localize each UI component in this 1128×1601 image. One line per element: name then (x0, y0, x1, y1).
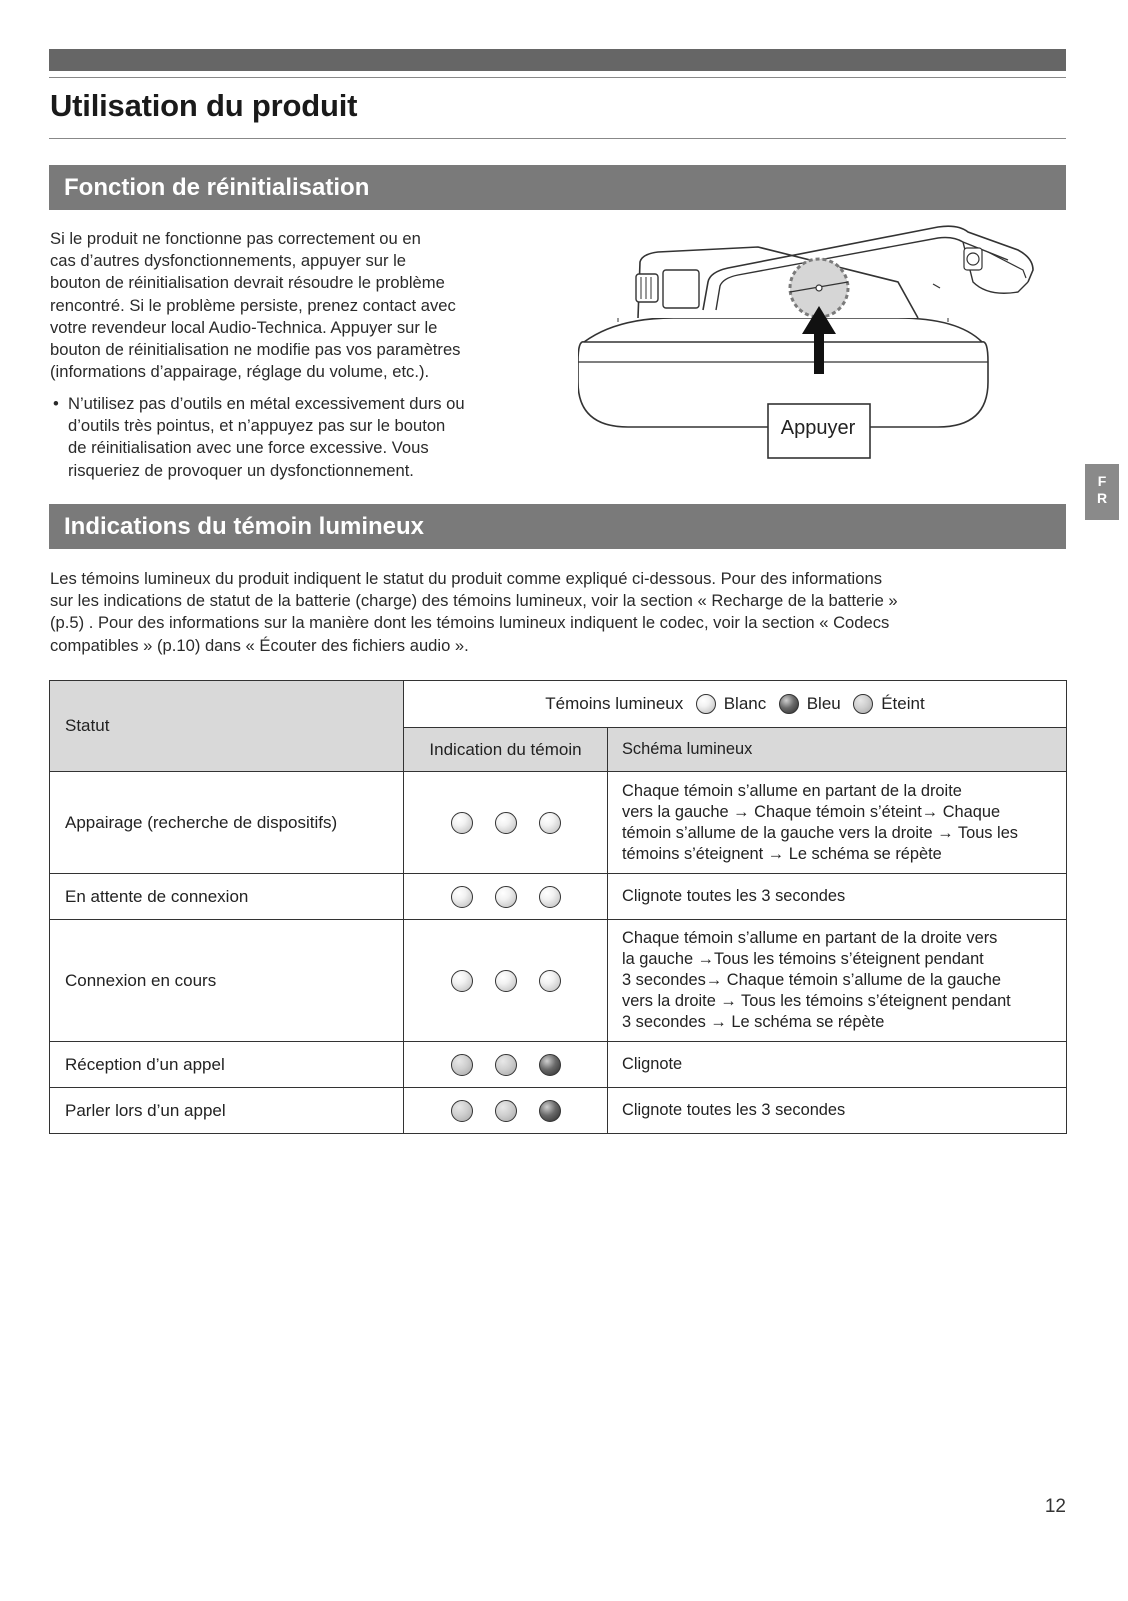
intro-line: (p.5) . Pour des informations sur la manière dont les témoins lumineux indiquent le codec, voir la section « Codecs (50, 613, 890, 633)
blue-led-swatch-icon (779, 694, 799, 714)
pattern-line: Chaque témoin s’allume en partant de la droite vers (622, 929, 998, 947)
language-tab-letter: R (1096, 490, 1108, 506)
reset-line: bouton de réinitialisation devrait résoudre le problème (50, 273, 445, 293)
pattern-line: vers la gauche → Chaque témoin s’éteint→ Chaque (622, 802, 1001, 821)
reset-paragraph (50, 228, 530, 383)
white-led-icon (451, 970, 473, 992)
header-lights-label: Témoins lumineux (545, 694, 684, 714)
row-pattern (608, 1088, 1067, 1134)
row-pattern (608, 772, 1067, 874)
off-led-icon (495, 1054, 517, 1076)
language-tab (1085, 464, 1119, 520)
white-led-icon (451, 812, 473, 834)
title-rule (49, 138, 1066, 139)
row-pattern (608, 1042, 1067, 1088)
top-decorative-bar (49, 49, 1066, 71)
language-tab-letter: F (1097, 473, 1107, 489)
pattern-line: témoin s’allume de la gauche vers la droite → Tous les (622, 823, 1019, 842)
led-status-table (49, 680, 1067, 1134)
table-row (50, 920, 1067, 1042)
white-led-icon (495, 886, 517, 908)
pattern-line: la gauche →Tous les témoins s’éteignent pendant (622, 950, 984, 968)
white-led-icon (539, 812, 561, 834)
legend-blue-label: Bleu (806, 694, 841, 714)
off-led-icon (495, 1100, 517, 1122)
table-row (50, 772, 1067, 874)
row-status: En attente de connexion (50, 874, 404, 920)
pattern-line: témoins s’éteignent → Le schéma se répète (622, 844, 942, 863)
press-label: Appuyer (780, 417, 856, 439)
section-heading-reset: Fonction de réinitialisation (49, 165, 1066, 210)
table-row (50, 1042, 1067, 1088)
header-lights-legend (404, 681, 1067, 728)
reset-line: cas d’autres dysfonctionnements, appuyer sur le (50, 251, 407, 271)
blue-led-icon (539, 1100, 561, 1122)
warning-line: risqueriez de provoquer un dysfonctionnement. (68, 460, 414, 480)
led-group (405, 970, 606, 992)
header-pattern: Schéma lumineux (608, 728, 1067, 772)
pattern-line: Clignote (622, 1055, 683, 1073)
reset-line: votre revendeur local Audio-Technica. Appuyer sur le (50, 317, 438, 337)
pattern-line: vers la droite → Tous les témoins s’éteignent pendant (622, 992, 1011, 1010)
row-indication (404, 1042, 608, 1088)
row-indication (404, 920, 608, 1042)
table-header-row (50, 681, 1067, 728)
pattern-line: 3 secondes → Le schéma se répète (622, 1013, 885, 1031)
page-title: Utilisation du produit (50, 88, 358, 123)
top-rule (49, 77, 1066, 78)
white-led-icon (451, 886, 473, 908)
blue-led-icon (539, 1054, 561, 1076)
off-led-swatch-icon (853, 694, 873, 714)
reset-line: Si le produit ne fonctionne pas correctement ou en (50, 229, 421, 248)
legend-off-label: Éteint (881, 694, 925, 714)
white-led-swatch-icon (696, 694, 716, 714)
row-status: Réception d’un appel (50, 1042, 404, 1088)
header-status: Statut (50, 681, 404, 772)
pattern-line: Chaque témoin s’allume en partant de la droite (622, 781, 962, 800)
header-indication: Indication du témoin (404, 728, 608, 772)
reset-line: (informations d’appairage, réglage du volume, etc.). (50, 362, 430, 382)
row-status: Appairage (recherche de dispositifs) (50, 772, 404, 874)
reset-line: bouton de réinitialisation ne modifie pas vos paramètres (50, 340, 461, 360)
white-led-icon (539, 886, 561, 908)
led-group (405, 812, 606, 834)
row-pattern (608, 874, 1067, 920)
white-led-icon (495, 970, 517, 992)
page-number: 12 (1044, 1496, 1066, 1517)
legend-white-label: Blanc (723, 694, 767, 714)
warning-line: N’utilisez pas d’outils en métal excessivement durs ou (68, 394, 465, 413)
table-row (50, 874, 1067, 920)
row-status: Parler lors d’un appel (50, 1088, 404, 1134)
intro-line: Les témoins lumineux du produit indiquent le statut du produit comme expliqué ci-dessous. Pour des informations (50, 569, 882, 588)
pattern-line: Clignote toutes les 3 secondes (622, 887, 846, 905)
led-group (405, 1054, 606, 1076)
reset-line: rencontré. Si le problème persiste, prenez contact avec (50, 295, 456, 315)
warning-line: de réinitialisation avec une force excessive. Vous (68, 438, 429, 458)
list-item (50, 393, 540, 482)
led-intro-paragraph (50, 568, 1060, 657)
reset-warning-list (50, 393, 540, 482)
off-led-icon (451, 1054, 473, 1076)
section-heading-led: Indications du témoin lumineux (49, 504, 1066, 549)
off-led-icon (451, 1100, 473, 1122)
table-row (50, 1088, 1067, 1134)
row-pattern (608, 920, 1067, 1042)
intro-line: sur les indications de statut de la batterie (charge) des témoins lumineux, voir la section « Recharge de la batterie » (50, 591, 898, 611)
pattern-line: Clignote toutes les 3 secondes (622, 1101, 846, 1119)
pattern-line: 3 secondes→ Chaque témoin s’allume de la gauche (622, 971, 1002, 989)
row-indication (404, 772, 608, 874)
row-indication (404, 1088, 608, 1134)
row-indication (404, 874, 608, 920)
warning-line: d’outils très pointus, et n’appuyez pas sur le bouton (68, 416, 446, 436)
led-group (405, 886, 606, 908)
row-status: Connexion en cours (50, 920, 404, 1042)
intro-line: compatibles » (p.10) dans « Écouter des fichiers audio ». (50, 635, 469, 655)
white-led-icon (495, 812, 517, 834)
white-led-icon (539, 970, 561, 992)
led-group (405, 1100, 606, 1122)
